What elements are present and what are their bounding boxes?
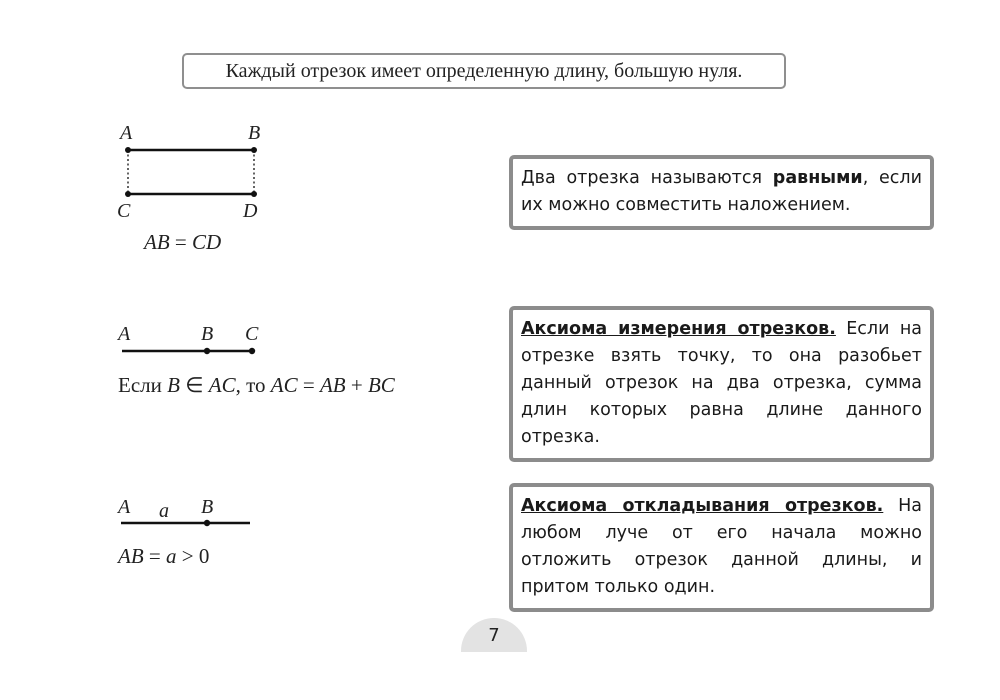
- formula-ab: AB: [319, 373, 346, 397]
- label-a: A: [120, 122, 133, 144]
- label-c: C: [117, 200, 131, 222]
- label-c2: C: [245, 323, 259, 345]
- formula-gt: >: [181, 544, 194, 568]
- formula-in: ∈: [185, 373, 204, 397]
- label-b2: B: [201, 323, 214, 345]
- label-d: D: [243, 200, 258, 222]
- rule2-title: Аксиома измерения отрезков.: [521, 319, 836, 339]
- formula-eq: =: [174, 230, 187, 254]
- point-b-ray: [204, 520, 210, 526]
- formula-eq3: =: [148, 544, 161, 568]
- label-a3: A: [118, 496, 131, 518]
- label-a2: A: [118, 323, 131, 345]
- page-number: 7: [488, 625, 500, 646]
- point-a: [125, 147, 131, 153]
- rule3-text: На любом луче от его начала можно отложить отрезок данной длины, и притом только один.: [521, 496, 922, 597]
- rule-laying-axiom: [509, 483, 934, 612]
- rule-equal-segments: [509, 155, 934, 230]
- formula-laying: [118, 544, 209, 569]
- point-c-end: [249, 348, 255, 354]
- rule1-before: Два отрезка называются: [521, 168, 773, 188]
- formula-zero: 0: [198, 544, 210, 568]
- formula-plus: +: [350, 373, 363, 397]
- formula-if: Если: [118, 373, 162, 397]
- formula-bc: BC: [367, 373, 395, 397]
- rule1-after: , если их можно совместить наложением.: [521, 168, 922, 215]
- diagram-equal-segments: [125, 147, 257, 197]
- rule3-title: Аксиома откладывания отрезков.: [521, 496, 884, 516]
- formula-ac: AC: [208, 373, 236, 397]
- rule2-text: Если на отрезке взять точку, то она разобьет данный отрезок на два отрезка, сумма длин которых равна длине данного отрезка.: [521, 319, 922, 447]
- point-c: [125, 191, 131, 197]
- diagram-laying-axiom: [121, 520, 250, 526]
- label-small-a: a: [159, 500, 169, 522]
- statement-text: Каждый отрезок имеет определенную длину, большую нуля.: [225, 59, 743, 82]
- formula-ab-eq-cd: [144, 230, 221, 255]
- rule-measure-axiom: [509, 306, 934, 462]
- formula-ab3: AB: [118, 544, 144, 568]
- diagram-measure-axiom: [122, 348, 255, 354]
- formula-ac2: AC: [270, 373, 298, 397]
- formula-eq2: =: [302, 373, 315, 397]
- rule1-bold: равными: [772, 168, 863, 188]
- formula-measure: [118, 373, 395, 398]
- formula-then: , то: [235, 373, 266, 397]
- point-d: [251, 191, 257, 197]
- label-b3: B: [201, 496, 214, 518]
- formula-b: B: [167, 373, 180, 397]
- formula-lhs: AB: [144, 230, 170, 254]
- formula-a3: a: [166, 544, 177, 568]
- formula-rhs: CD: [192, 230, 222, 254]
- point-b-mid: [204, 348, 210, 354]
- label-b: B: [248, 122, 261, 144]
- point-b: [251, 147, 257, 153]
